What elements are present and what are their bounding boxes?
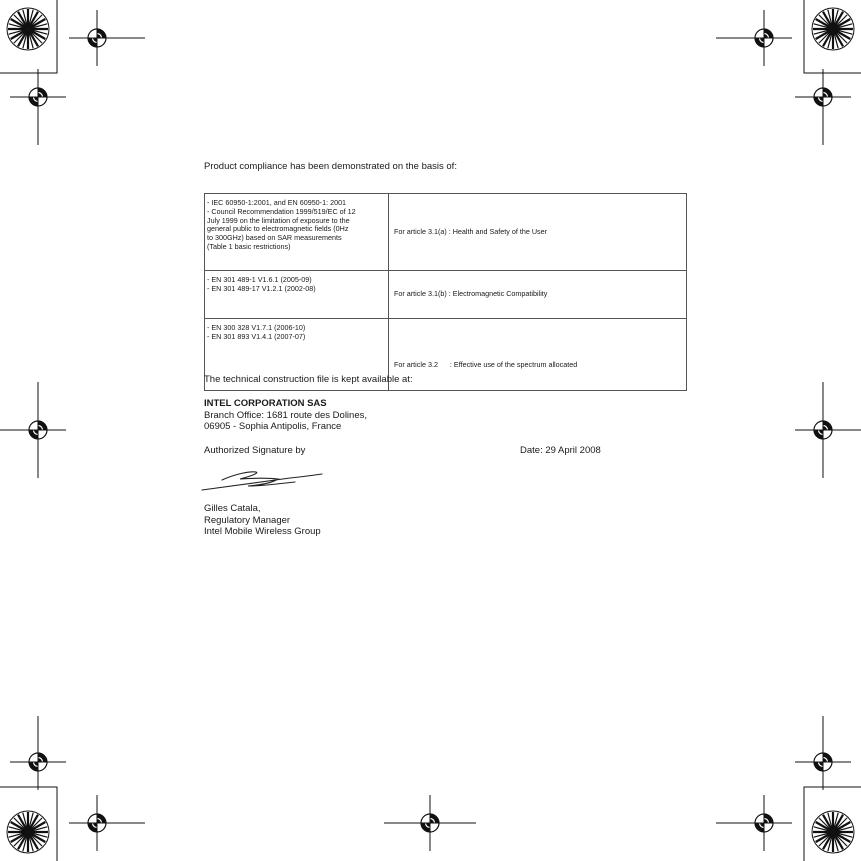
- standard-line: - IEC 60950-1:2001, and EN 60950-1: 2001: [207, 198, 347, 207]
- company-block: [204, 398, 367, 433]
- standards-cell: [205, 271, 389, 319]
- standard-line: - Council Recommendation 1999/519/EC of 12: [207, 206, 356, 216]
- standard-line: - EN 300 328 V1.7.1 (2006-10): [207, 323, 306, 332]
- compliance-table: [204, 193, 687, 391]
- company-name: INTEL CORPORATION SAS: [204, 398, 327, 409]
- signature-date: Date: 29 April 2008: [520, 445, 601, 456]
- standards-cell: [205, 194, 389, 271]
- compliance-intro: Product compliance has been demonstrated on the basis of:: [204, 161, 457, 172]
- article-cell: For article 3.2 : Effective use of the spectrum allocated: [389, 319, 687, 391]
- table-row: [205, 271, 687, 319]
- article-cell: For article 3.1(b) : Electromagnetic Compatibility: [389, 271, 687, 319]
- signer-name: Gilles Catala,: [204, 503, 261, 514]
- standard-line: July 1999 on the limitation of exposure to the: [207, 215, 350, 225]
- signer-title: Regulatory Manager: [204, 514, 291, 526]
- standard-line: to 300GHz) based on SAR measurements: [207, 233, 342, 243]
- company-address-line: 06905 - Sophia Antipolis, France: [204, 421, 342, 432]
- authorized-signature-label: Authorized Signature by: [204, 445, 306, 456]
- standard-line: - EN 301 893 V1.4.1 (2007-07): [207, 331, 306, 341]
- standard-line: - EN 301 489-1 V1.6.1 (2005-09): [207, 275, 312, 284]
- standard-line: (Table 1 basic restrictions): [207, 241, 291, 251]
- standard-line: general public to electromagnetic fields (0Hz: [207, 224, 349, 234]
- company-address-line: Branch Office: 1681 route des Dolines,: [204, 409, 368, 421]
- handwritten-signature: [200, 466, 330, 496]
- table-row: [205, 194, 687, 271]
- signer-block: [204, 503, 321, 538]
- signer-group: Intel Mobile Wireless Group: [204, 526, 321, 537]
- standard-line: - EN 301 489-17 V1.2.1 (2002-08): [207, 283, 316, 293]
- tech-file-note: The technical construction file is kept available at:: [204, 374, 413, 385]
- article-cell: For article 3.1(a) : Health and Safety of the User: [389, 194, 687, 271]
